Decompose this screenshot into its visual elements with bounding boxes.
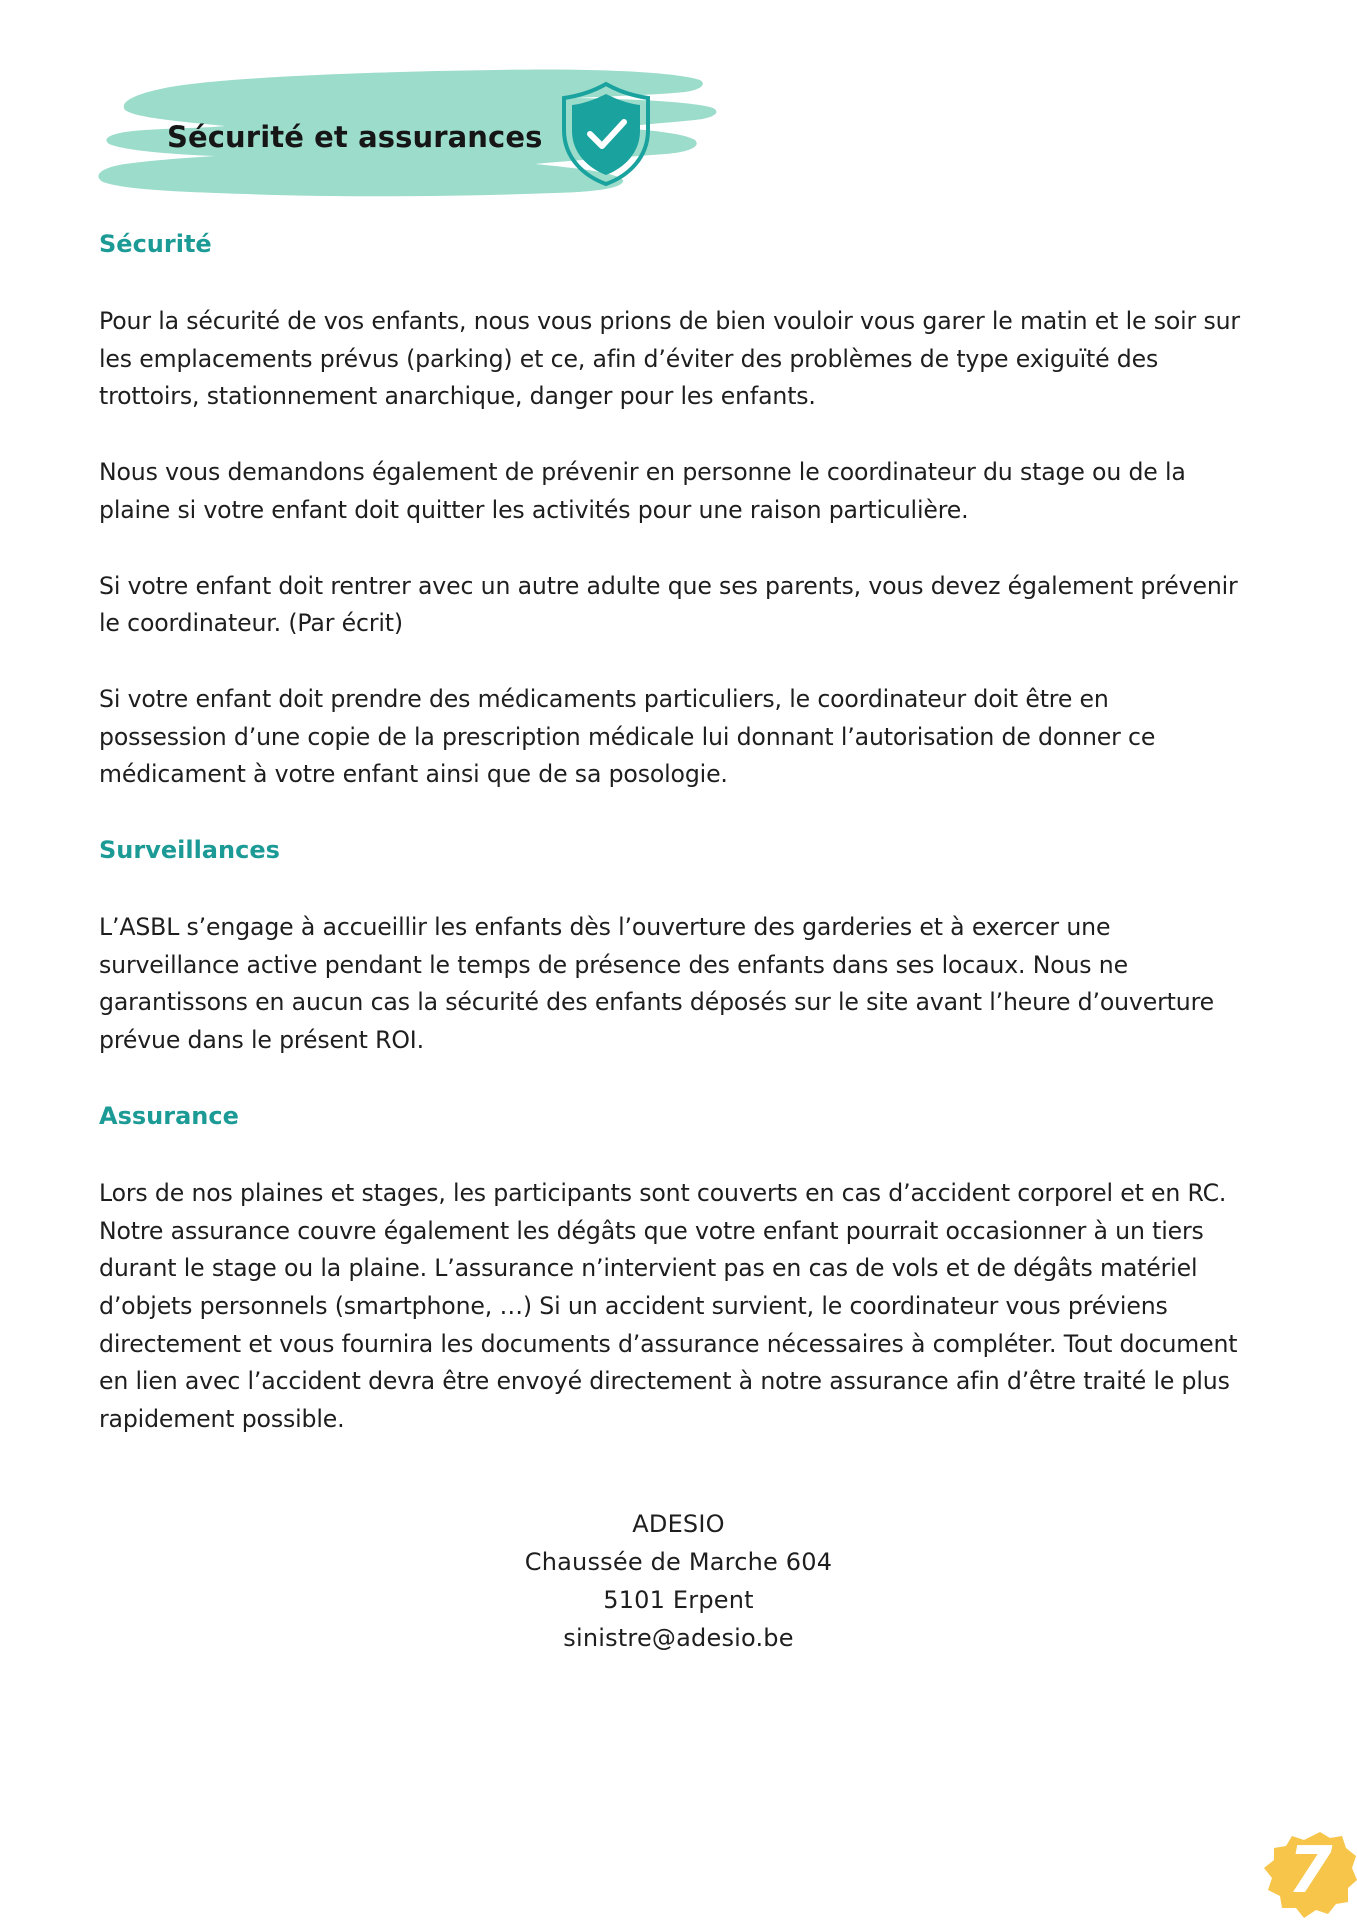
paragraph-parking [99,303,1299,416]
text-line: directement et vous fournira les documents d’assurance nécessaires à compléter. Tout document [99,1329,1238,1358]
text-line: Lors de nos plaines et stages, les participants sont couverts en cas d’accident corporel et en RC. [99,1178,1227,1207]
text-line: trottoirs, stationnement anarchique, danger pour les enfants. [99,382,816,411]
text-line: plaine si votre enfant doit quitter les activités pour une raison particulière. [99,495,969,524]
company-name: ADESIO [632,1510,725,1538]
text-line: le coordinateur. (Par écrit) [99,609,403,638]
text-line: L’ASBL s’engage à accueillir les enfants dès l’ouverture des garderies et à exercer une [99,913,1111,942]
page-number-badge [1260,1830,1357,1920]
document-body [99,222,1299,1439]
paragraph-surveillance [99,909,1299,1060]
text-line: Notre assurance couvre également les dégâts que votre enfant pourrait occasionner à un tiers [99,1216,1204,1245]
email-address[interactable]: sinistre@adesio.be [563,1624,794,1652]
text-line: Pour la sécurité de vos enfants, nous vous prions de bien vouloir vous garer le matin et le soir sur [99,307,1240,335]
text-line: durant le stage ou la plaine. L’assurance n’intervient pas en cas de vols et de dégâts matériel [99,1254,1198,1283]
text-line: Si votre enfant doit prendre des médicaments particuliers, le coordinateur doit être en [99,684,1109,713]
city: 5101 Erpent [603,1586,754,1614]
text-line: rapidement possible. [99,1405,345,1434]
paragraph-prevenir [99,454,1299,529]
paragraph-autre-adulte [99,568,1299,643]
insurer-address [0,1505,1357,1657]
text-line: d’objets personnels (smartphone, …) Si un accident survient, le coordinateur vous préviens [99,1291,1168,1320]
street-address: Chaussée de Marche 604 [524,1548,833,1576]
text-line: possession d’une copie de la prescription médicale lui donnant l’autorisation de donner ce [99,722,1156,751]
text-line: garantissons en aucun cas la sécurité des enfants déposés sur le site avant l’heure d’ouverture [99,988,1214,1017]
shield-check-icon [558,80,654,188]
paragraph-assurance [99,1175,1299,1439]
page-title: Sécurité et assurances [167,120,543,154]
section-heading-securite: Sécurité [99,230,212,258]
text-line: surveillance active pendant le temps de présence des enfants dans ses locaux. Nous ne [99,950,1128,979]
section-heading-surveillances: Surveillances [99,836,280,865]
paragraph-medicaments [99,681,1299,794]
page-number: 7 [1288,1834,1333,1908]
section-heading-assurance: Assurance [99,1101,239,1130]
text-line: en lien avec l’accident devra être envoyé directement à notre assurance afin d’être traité le plus [99,1367,1230,1396]
text-line: Nous vous demandons également de prévenir en personne le coordinateur du stage ou de la [99,458,1186,487]
text-line: Si votre enfant doit rentrer avec un autre adulte que ses parents, vous devez également prévenir [99,571,1238,600]
text-line: prévue dans le présent ROI. [99,1026,424,1055]
text-line: médicament à votre enfant ainsi que de sa posologie. [99,760,728,789]
text-line: les emplacements prévus (parking) et ce, afin d’éviter des problèmes de type exiguïté des [99,344,1159,373]
